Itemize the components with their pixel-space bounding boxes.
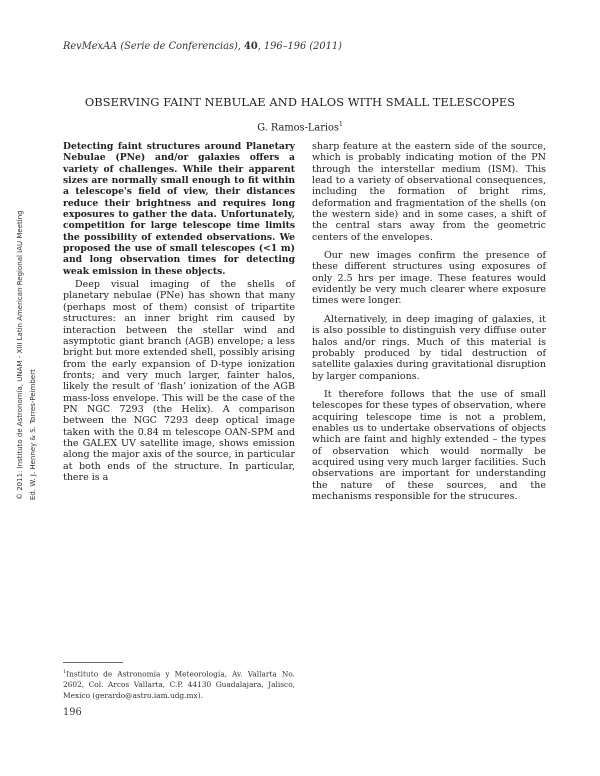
editors-line: Ed. W. J. Henney & S. Torres-Peimbert [28, 369, 37, 500]
body-paragraph-3: Alternatively, in deep imaging of galaxies, it is also possible to distinguish very diffuse outer halos and/or rings. Much of this material is probably produced by tidal destruction of satellite galaxies during gravitational disruption by larger companions. [312, 313, 546, 382]
footnote-mark: 1 [63, 669, 67, 675]
author-name: G. Ramos-Larios [257, 122, 339, 134]
page-number: 196 [63, 707, 82, 718]
body-paragraph-2: Our new images confirm the presence of these different structures using exposures of only 2.5 hrs per image. These features would evidently be very much clearer where exposure times were longer. [312, 250, 546, 307]
running-header [63, 41, 342, 52]
footnote-divider [63, 662, 123, 663]
abstract: Detecting faint structures around Planetary Nebulae (PNe) and/or galaxies offers a variety of challenges. While their apparent sizes are normally small enough to fit within a telescope's field of view, their distances reduce their brightness and requires long exposures to gather the data. Unfortunately, competition for large telescope time limits the possibility of extended observations. We proposed the use of small telescopes (<1 m) and long observation times for detecting weak emission in these objects. [63, 141, 295, 277]
footnote [63, 667, 295, 701]
body-paragraph-1: Deep visual imaging of the shells of planetary nebulae (PNe) has shown that many (perhaps most of them) consist of tripartite structures: an inner bright rim caused by interaction between the stellar wind and asymptotic giant branch (AGB) envelope; a less bright but more extended shell, possibly arising from the early expansion of D-type ionization fronts; and very much larger, fainter halos, likely the result of ‘flash’ ionization of the AGB mass-loss envelope. This will be the case of the PN NGC 7293 (the Helix). A comparison between the NGC 7293 deep optical image taken with the 0.84 m telescope OAN-SPM and the GALEX UV satellite image, shows emission along the major axis of the source, in particular at both ends of the structure. In particular, there is a [63, 279, 295, 483]
body-paragraph-1-continued: sharp feature at the eastern side of the source, which is probably indicating motion of the PN through the interstellar medium (ISM). This lead to a variety of observational consequences, including the formation of bright rims, deformation and fragmentation of the shells (on the western side) and in some cases, a shift of the central stars away from the geometric centers of the envelopes. [312, 141, 546, 243]
paper-title: OBSERVING FAINT NEBULAE AND HALOS WITH SMALL TELESCOPES [84, 95, 516, 109]
copyright-line: © 2011: Instituto de Astronomía, UNAM - XIII Latin American Regional IAU Meeting [16, 210, 24, 500]
pages-year: , 196–196 (2011) [257, 41, 342, 52]
footnote-text: Instituto de Astronomía y Meteorología, Av. Vallarta No. 2602, Col. Arcos Vallarta, C.P. 44130 Guadalajara, Jalisco, Mexico (gerardo@astro.iam.udg.mx). [63, 669, 295, 700]
affiliation-mark: 1 [338, 121, 343, 128]
body-paragraph-4: It therefore follows that the use of small telescopes for these types of observation, where acquiring telescope time is not a problem, enables us to undertake observations of objects which are faint and highly extended – the types of observation which would normally be acquired using very much larger facilities. Such observations are important for understanding the nature of these sources, and the mechanisms responsible for the strucures. [312, 388, 546, 502]
journal-name: RevMexAA (Serie de Conferencias), [63, 41, 241, 52]
author-line [0, 121, 600, 133]
left-column [63, 141, 295, 483]
volume-number: 40 [244, 41, 258, 52]
right-column [312, 141, 546, 502]
